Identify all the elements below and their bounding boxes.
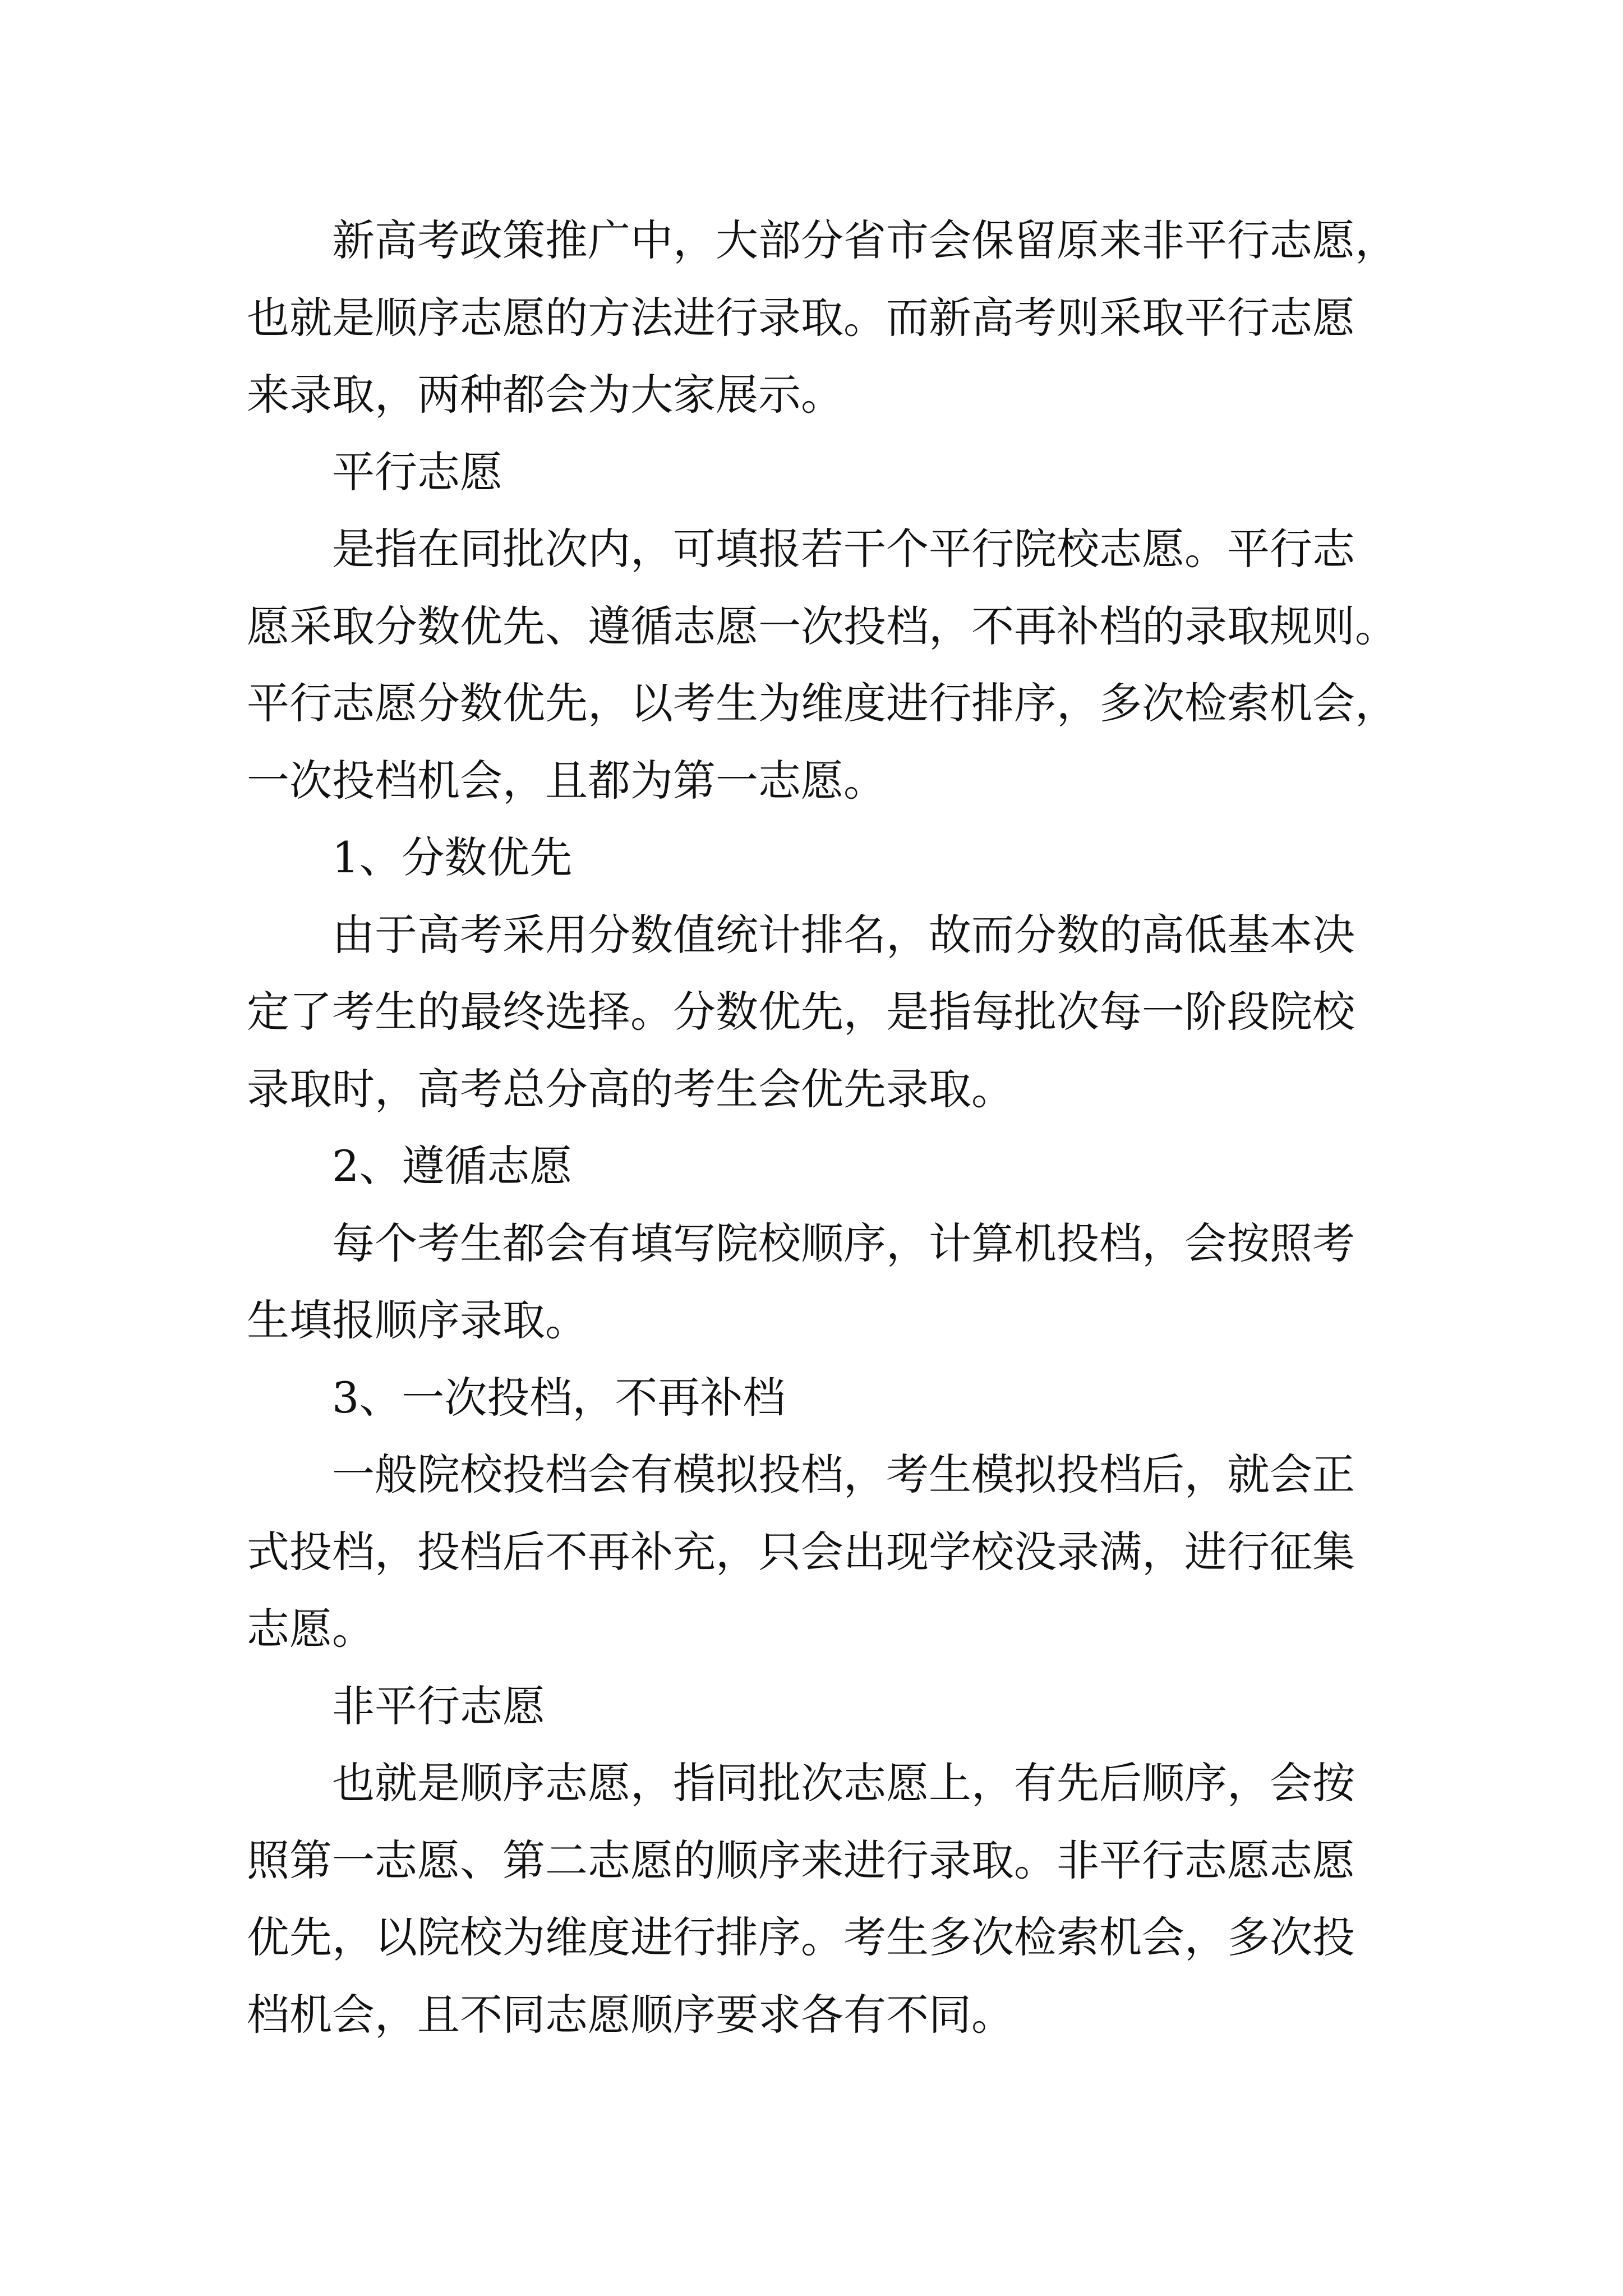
text-line: 录取时，高考总分高的考生会优先录取。 bbox=[247, 1064, 1014, 1114]
heading-one-time-submission bbox=[247, 1359, 1436, 1437]
non-parallel-definition bbox=[247, 1745, 1436, 2053]
text-line: 生填报顺序录取。 bbox=[247, 1295, 588, 1345]
text-line: 志愿。 bbox=[247, 1604, 375, 1654]
parallel-definition bbox=[247, 510, 1436, 819]
text-line: 定了考生的最终选择。分数优先，是指每批次每一阶段院校 bbox=[247, 987, 1355, 1037]
text-line: 由于高考采用分数值统计排名，故而分数的高低基本决 bbox=[332, 909, 1355, 960]
text-line: 也就是顺序志愿的方法进行录取。而新高考则采取平行志愿 bbox=[247, 292, 1355, 343]
heading-non-parallel bbox=[247, 1668, 1436, 1745]
text-line: 每个考生都会有填写院校顺序，计算机投档，会按照考 bbox=[332, 1218, 1355, 1268]
score-priority-text bbox=[247, 896, 1436, 1128]
heading-follow-preference bbox=[247, 1128, 1436, 1205]
one-time-submission-text bbox=[247, 1436, 1436, 1668]
text-line: 一般院校投档会有模拟投档，考生模拟投档后，就会正 bbox=[332, 1450, 1355, 1499]
follow-preference-text bbox=[247, 1205, 1436, 1359]
text-line: 愿采取分数优先、遵循志愿一次投档，不再补档的录取规则。 bbox=[247, 601, 1398, 651]
section-heading: 3、一次投档，不再补档 bbox=[332, 1372, 786, 1423]
section-heading: 1、分数优先 bbox=[332, 832, 573, 882]
heading-score-priority bbox=[247, 819, 1436, 896]
heading-parallel bbox=[247, 434, 1436, 511]
text-line: 式投档，投档后不再补充，只会出现学校没录满，进行征集 bbox=[247, 1526, 1355, 1577]
document-body bbox=[247, 202, 1436, 2053]
text-line: 也就是顺序志愿，指同批次志愿上，有先后顺序，会按 bbox=[332, 1758, 1355, 1808]
text-line: 档机会，且不同志愿顺序要求各有不同。 bbox=[247, 1989, 1014, 2040]
section-heading: 平行志愿 bbox=[332, 447, 502, 497]
text-line: 一次投档机会，且都为第一志愿。 bbox=[247, 755, 886, 806]
text-line: 平行志愿分数优先，以考生为维度进行排序，多次检索机会， bbox=[247, 678, 1398, 728]
section-heading: 2、遵循志愿 bbox=[332, 1141, 573, 1191]
text-line: 新高考政策推广中，大部分省市会保留原来非平行志愿， bbox=[332, 215, 1398, 265]
intro-paragraph bbox=[247, 202, 1436, 434]
text-line: 优先，以院校为维度进行排序。考生多次检索机会，多次投 bbox=[247, 1912, 1355, 1962]
section-heading: 非平行志愿 bbox=[332, 1681, 545, 1731]
text-line: 照第一志愿、第二志愿的顺序来进行录取。非平行志愿志愿 bbox=[247, 1835, 1355, 1885]
text-line: 是指在同批次内，可填报若干个平行院校志愿。平行志 bbox=[332, 524, 1355, 574]
text-line: 来录取，两种都会为大家展示。 bbox=[247, 370, 843, 420]
